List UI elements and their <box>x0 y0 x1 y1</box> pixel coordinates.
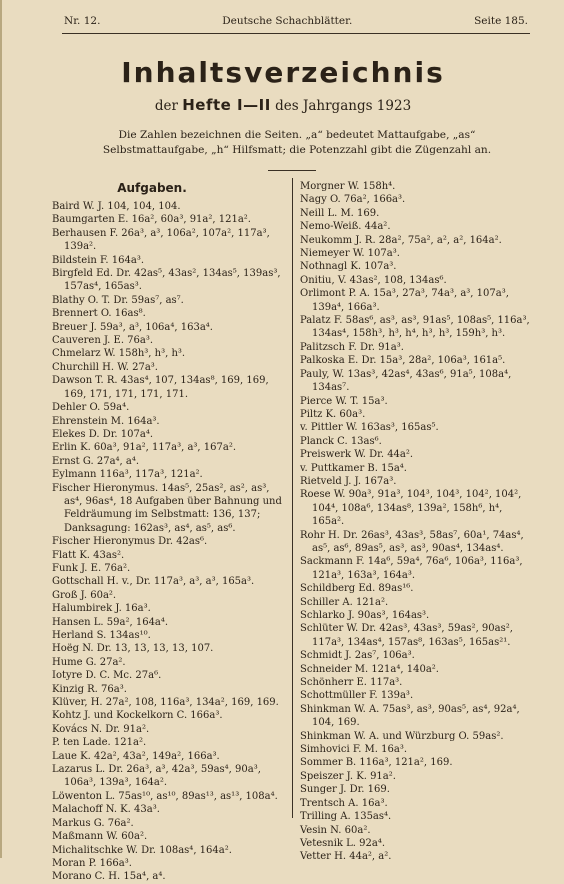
index-entry: Nemo-Weiß. 44a². <box>300 221 391 233</box>
index-entry: Schmidt J. 2as⁷, 106a³. <box>300 650 415 662</box>
page-subtitle <box>2 96 564 114</box>
index-entry: Baumgarten E. 16a², 60a³, 91a², 121a². <box>52 214 251 226</box>
left-column <box>52 180 286 884</box>
index-entry: Laue K. 42a², 43a², 149a², 166a³. <box>52 750 220 762</box>
index-entry: Kovács N. Dr. 91a². <box>52 723 150 735</box>
intro-paragraph: Die Zahlen bezeichnen die Seiten. „a“ bedeutet Mattaufgabe, „as“ Selbstmattaufgabe, „h“ Hilfsmatt; die Potenzzahl gibt die Zügenzahl an. <box>102 129 492 156</box>
index-entry: Löwenton L. 75as¹⁰, as¹⁰, 89as¹³, as¹³, 108a⁴. <box>52 790 278 802</box>
entry-list-right <box>300 180 536 864</box>
index-entry: Morano C. H. 15a⁴, a⁴. <box>52 871 166 883</box>
index-entry: Sackmann F. 14a⁶, 59a⁴, 76a⁶, 106a³, 116a³, 121a³, 163a³, 164a³. <box>300 556 523 581</box>
right-column <box>300 180 536 864</box>
index-entry: Halumbirek J. 16a³. <box>52 603 151 615</box>
index-entry: Vetter H. 44a², a². <box>300 851 392 863</box>
index-entry: Berhausen F. 26a³, a³, 106a², 107a², 117a³, 139a². <box>52 227 270 253</box>
index-entry: Piltz K. 60a³. <box>300 408 366 420</box>
index-entry: Klüver, H. 27a², 108, 116a³, 134a², 169, 169. <box>52 697 279 709</box>
index-entry: Ehrenstein M. 164a³. <box>52 415 160 427</box>
index-entry: Bildstein F. 164a³. <box>52 254 145 266</box>
index-entry: Ernst G. 27a⁴, a⁴. <box>52 455 140 467</box>
index-entry: Chmelarz W. 158h³, h³, h³. <box>52 348 186 360</box>
index-entry: Palitzsch F. Dr. 91a³. <box>300 341 404 353</box>
index-entry: Breuer J. 59a³, a³, 106a⁴, 163a⁴. <box>52 321 213 333</box>
index-entry: Nagy O. 76a², 166a³. <box>300 194 406 206</box>
index-entry: v. Pittler W. 163as³, 165as⁵. <box>300 422 439 434</box>
index-entry: Moran P. 166a³. <box>52 857 132 869</box>
index-entry: Kohtz J. und Kockelkorn C. 166a³. <box>52 710 223 722</box>
index-entry: Schildberg Ed. 89as¹⁶. <box>300 583 414 595</box>
index-entry: Trilling A. 135as⁴. <box>300 811 392 823</box>
index-entry: Pauly, W. 13as³, 42as⁴, 43as⁶, 91a⁵, 108a⁴, 134as⁷. <box>300 368 512 394</box>
index-entry: Churchill H. W. 27a³. <box>52 361 158 373</box>
index-entry: Groß J. 60a². <box>52 589 117 601</box>
index-entry: Sommer B. 116a³, 121a², 169. <box>300 757 453 769</box>
index-entry: Vetesnik L. 92a⁴. <box>300 837 386 849</box>
index-entry: Flatt K. 43as². <box>52 549 125 561</box>
index-entry: Onitiu, V. 43as², 108, 134as⁶. <box>300 274 447 286</box>
index-entry: Dehler O. 59a⁴. <box>52 402 130 414</box>
index-entry: P. ten Lade. 121a². <box>52 737 147 749</box>
section-heading: Aufgaben. <box>117 181 187 195</box>
index-entry: Roese W. 90a³, 91a³, 104³, 104³, 104², 104², 104⁴, 108a⁶, 134as⁸, 139a², 158h⁶, h⁴, 165a². <box>300 489 522 528</box>
index-entry: Erlin K. 60a³, 91a², 117a³, a³, 167a². <box>52 442 237 454</box>
index-entry: Baird W. J. 104, 104, 104. <box>52 201 181 212</box>
index-entry: Elekes D. Dr. 107a⁴. <box>52 428 154 440</box>
index-entry: Schiller A. 121a². <box>300 596 389 608</box>
index-entry: Gottschall H. v., Dr. 117a³, a³, a³, 165a³. <box>52 576 255 588</box>
page-title: Inhaltsverzeichnis <box>121 56 445 89</box>
index-entry: Markus G. 76a². <box>52 817 134 829</box>
index-entry: Trentsch A. 16a³. <box>300 797 388 809</box>
index-entry: Eylmann 116a³, 117a³, 121a². <box>52 469 203 481</box>
index-entry: Schlüter W. Dr. 42as³, 43as³, 59as², 90as², 117a³, 134as⁴, 157as⁸, 163as⁵, 165as²¹. <box>300 623 513 648</box>
entry-list-left <box>52 200 286 884</box>
index-entry: Iotyre D. C. Mc. 27a⁶. <box>52 670 162 682</box>
index-entry: Hume G. 27a². <box>52 656 126 668</box>
index-entry: Michalitschke W. Dr. 108as⁴, 164a². <box>52 844 232 856</box>
subtitle-prefix: der <box>154 98 178 114</box>
index-entry: Shinkman W. A. 75as³, as³, 90as⁵, as⁴, 92a⁴, 104, 169. <box>300 703 520 729</box>
index-entry: Kinzig R. 76a³. <box>52 683 127 695</box>
column-divider <box>292 178 293 818</box>
index-entry: Rohr H. Dr. 26as³, 43as³, 58as⁷, 60a¹, 74as⁴, as⁵, as⁶, 89as⁵, as³, as³, 90as⁴, 134as⁴. <box>300 529 524 554</box>
index-entry: Schlarko J. 90as³, 164as³. <box>300 610 430 621</box>
index-entry: Preiswerk W. Dr. 44a². <box>300 449 414 461</box>
index-entry: Herland S. 134as¹⁰. <box>52 630 151 641</box>
index-entry: Hansen L. 59a², 164a⁴. <box>52 616 169 628</box>
index-entry: Morgner W. 158h⁴. <box>300 181 396 192</box>
index-entry: v. Puttkamer B. 15a⁴. <box>300 462 407 474</box>
index-entry: Brennert O. 16as⁸. <box>52 308 146 320</box>
index-entry: Funk J. E. 76a². <box>52 562 131 574</box>
index-entry: Maßmann W. 60a². <box>52 831 148 843</box>
index-entry: Schottmüller F. 139a³. <box>300 690 414 702</box>
index-entry: Nothnagl K. 107a³. <box>300 261 397 273</box>
index-entry: Simhovici F. M. 16a³. <box>300 744 408 756</box>
index-entry: Niemeyer W. 107a³. <box>300 248 400 260</box>
index-entry: Fischer Hieronymus. 14as⁵, 25as², as², as³, as⁴, 96as⁴, 18 Aufgaben über Bahnung und Feldräumung im Selbstmatt: 136, 137; Danksagung: 162as³, as⁴, as⁵, as⁶. <box>52 482 282 534</box>
index-entry: Birgfeld Ed. Dr. 42as⁵, 43as², 134as⁵, 139as³, 157as⁴, 165as³. <box>52 268 281 293</box>
index-entry: Dawson T. R. 43as⁴, 107, 134as⁸, 169, 169, 169, 171, 171, 171, 171. <box>52 375 269 400</box>
index-entry: Neukomm J. R. 28a², 75a², a², a², 164a². <box>300 234 502 246</box>
subtitle-suffix: des Jahrgangs 1923 <box>275 98 412 114</box>
index-entry: Hoëg N. Dr. 13, 13, 13, 13, 107. <box>52 643 214 655</box>
running-header <box>64 12 528 30</box>
index-entry: Planck C. 13as⁶. <box>300 435 382 447</box>
index-entry: Sunger J. Dr. 169. <box>300 784 390 796</box>
index-entry: Malachoff N. K. 43a³. <box>52 804 160 816</box>
index-entry: Vesin N. 60a². <box>300 824 371 836</box>
index-entry: Fischer Hieronymus Dr. 42as⁶. <box>52 536 208 548</box>
journal-name: Deutsche Schachblätter. <box>222 15 353 27</box>
index-entry: Palatz F. 58as⁶, as³, as³, 91as⁵, 108as⁵, 116a³, 134as⁴, 158h³, h³, h⁴, h³, h³, 159h³, h³. <box>300 315 530 340</box>
index-entry: Rietveld J. J. 167a³. <box>300 475 397 487</box>
issue-number: Nr. 12. <box>64 15 101 27</box>
index-entry: Blathy O. T. Dr. 59as⁷, as⁷. <box>52 294 184 306</box>
index-entry: Orlimont P. A. 15a³, 27a³, 74a³, a³, 107a³, 139a⁴, 166a³. <box>300 288 509 313</box>
index-entry: Shinkman W. A. und Würzburg O. 59as². <box>300 730 504 742</box>
index-entry: Neill L. M. 169. <box>300 207 380 219</box>
subtitle-bold: Hefte I—II <box>182 96 271 114</box>
index-entry: Schönherr E. 117a³. <box>300 677 403 689</box>
index-entry: Speiszer J. K. 91a². <box>300 770 396 782</box>
index-entry: Palkoska E. Dr. 15a³, 28a², 106a³, 161a⁵. <box>300 355 506 367</box>
header-rule <box>62 33 530 34</box>
page-number: Seite 185. <box>474 15 528 27</box>
index-entry: Schneider M. 121a⁴, 140a². <box>300 663 439 675</box>
index-entry: Pierce W. T. 15a³. <box>300 395 388 407</box>
section-divider <box>268 170 316 171</box>
index-entry: Lazarus L. Dr. 26a³, a³, 42a³, 59as⁴, 90a³, 106a³, 139a³, 164a². <box>52 764 261 789</box>
index-entry: Cauveren J. E. 76a³. <box>52 335 154 347</box>
